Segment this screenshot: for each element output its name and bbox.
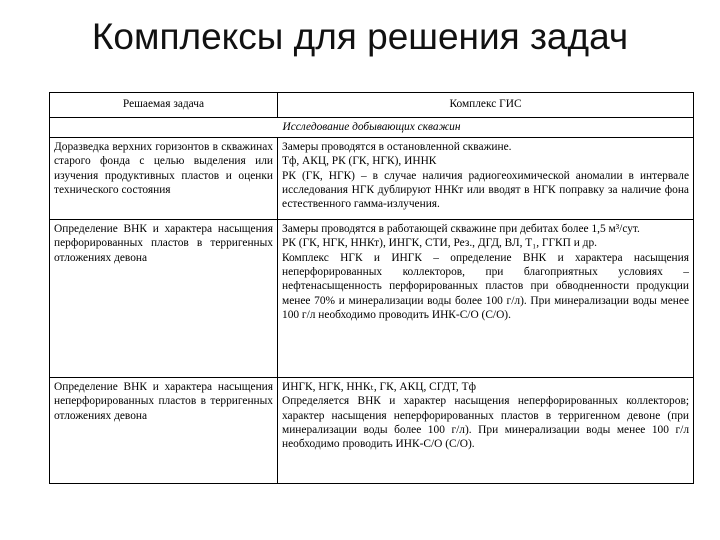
complex-cell: [278, 219, 694, 377]
header-task: Решаемая задача: [50, 93, 278, 118]
complex-line: РК (ГК, НГК) – в случае наличия радиогеохимической аномалии в интервале исследования НГК дублируют ННКт или вводят в НГК поправку за наличие фона естественного гамма-излучения.: [282, 169, 689, 211]
complex-line: Комплекс НГК и ИНГК – определение ВНК и характера насыщения неперфорированных коллекторов, при благоприятных условиях – нефтенасыщенность перфорированных пластов при обводненности продукции менее 70% и минерализации воды более 100 г/л). При минерализации воды менее 100 г/л необходимо проводить ИНК-С/О (С/О).: [282, 251, 689, 322]
table-row: [50, 137, 694, 219]
task-cell: Определение ВНК и характера насыщения перфорированных пластов в терригенных отложениях девона: [50, 219, 278, 377]
complex-line: Определяется ВНК и характер насыщения неперфорированных коллекторов; характер насыщения неперфорированных пластов в терригенном девоне (при минерализации воды более 100 г/л). При минерализации воды менее 100 г/л необходимо проводить ИНК-С/О (С/О).: [282, 395, 689, 451]
complex-line: Тф, АКЦ, РК (ГК, НГК), ИННК: [282, 155, 437, 168]
task-cell: Определение ВНК и характера насыщения неперфорированных пластов в терригенных отложениях девона: [50, 377, 278, 483]
table-header-row: [50, 93, 694, 118]
complex-line: ИНГК, НГК, ННКₜ, ГК, АКЦ, СГДТ, Тф: [282, 380, 476, 393]
complex-cell: [278, 377, 694, 483]
task-cell: Доразведка верхних горизонтов в скважинах старого фонда с целью выделения или изучения продуктивных пластов и оценки технического состояния: [50, 137, 278, 219]
complex-cell: [278, 137, 694, 219]
complex-line: РК (ГК, НГК, ННКт), ИНГК, СТИ, Рез., ДГД, ВЛ, Т₁, ГГКП и др.: [282, 237, 598, 250]
page-title: Комплексы для решения задач: [91, 16, 629, 57]
complex-line: Замеры проводятся в остановленной скважине.: [282, 140, 512, 153]
table-row: [50, 219, 694, 377]
gis-complex-table: [49, 92, 694, 484]
complex-line: Замеры проводятся в работающей скважине при дебитах более 1,5 м³/сут.: [282, 222, 640, 235]
section-row: [50, 118, 694, 137]
header-complex: Комплекс ГИС: [278, 93, 694, 118]
table-row: [50, 377, 694, 483]
section-title: Исследование добывающих скважин: [50, 118, 694, 137]
